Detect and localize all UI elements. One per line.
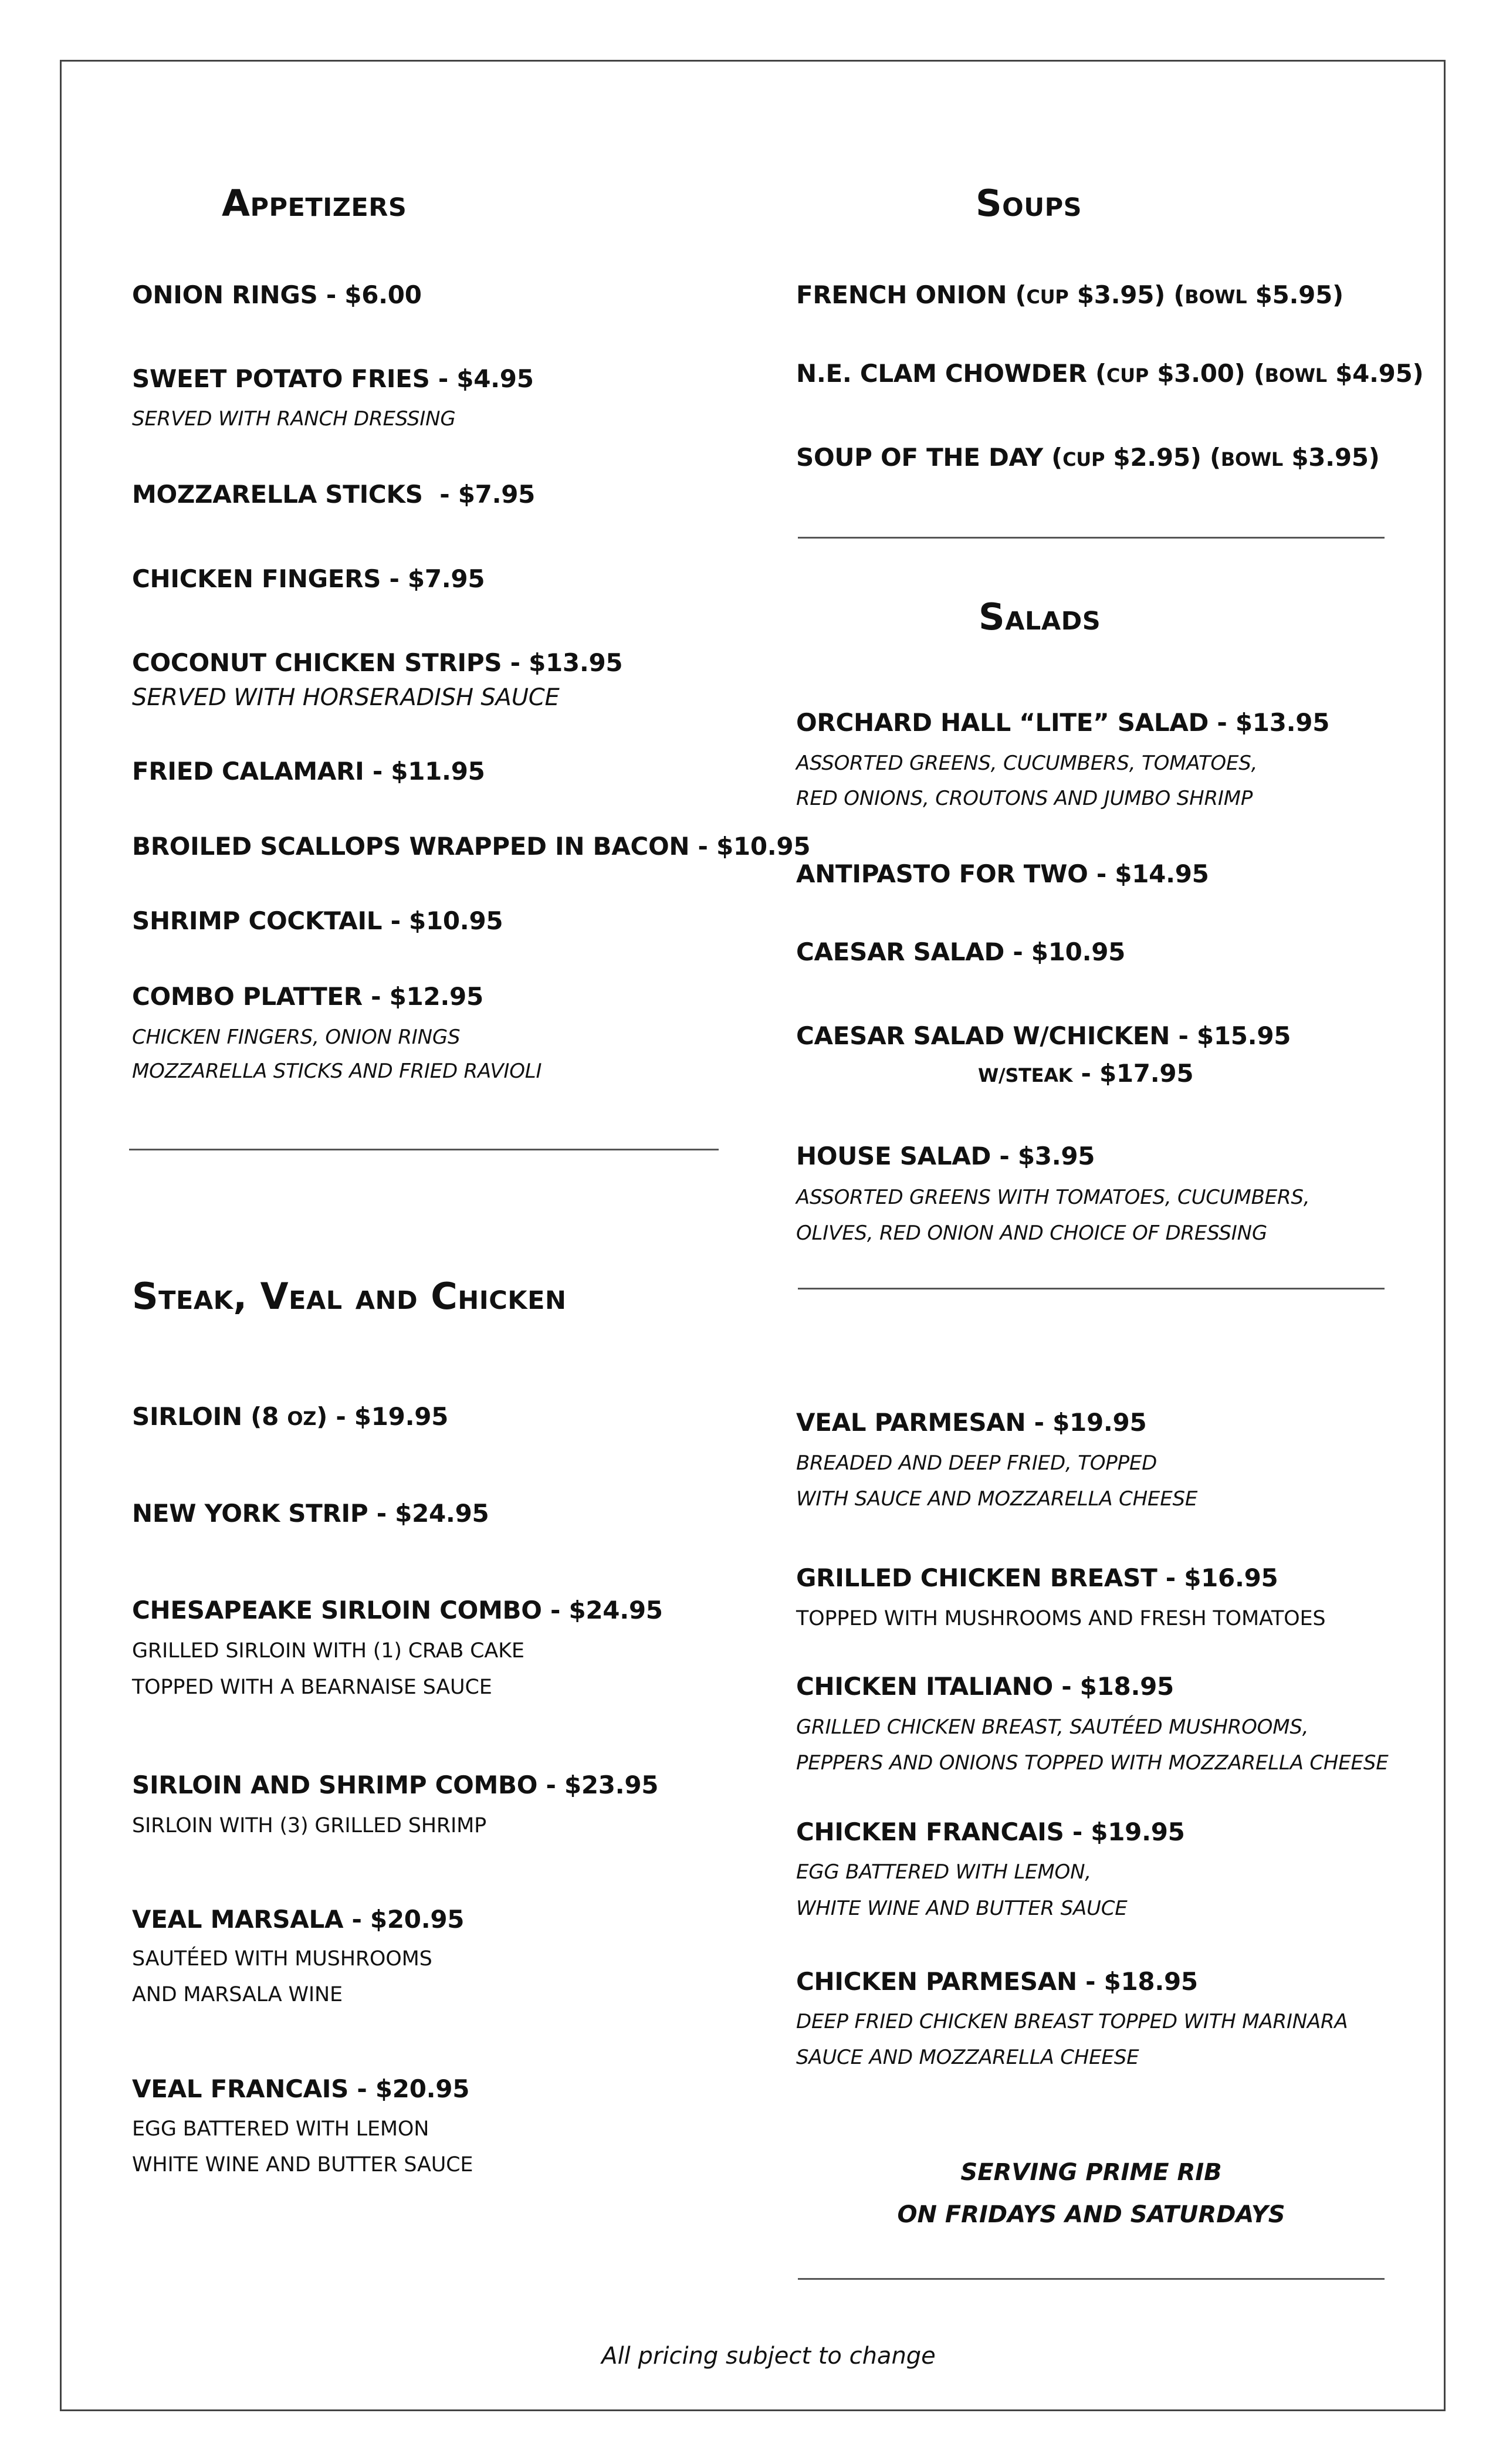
entree-sirloin-oz-label: OZ [287,1407,317,1430]
entree-veal-parmesan-desc-1: BREADED AND DEEP FRIED, TOPPED [796,1451,1157,1475]
entree-veal-francais-desc-2: WHITE WINE AND BUTTER SAUCE [132,2153,473,2177]
steak-veal-chicken-heading-text: Steak, Veal and Chicken [132,1275,567,1318]
salad-orchard-hall-lite: ORCHARD HALL “LITE” SALAD - $13.95 [796,708,1330,737]
entree-chicken-francais-desc-2: WHITE WINE AND BUTTER SAUCE [796,1897,1128,1920]
soup-french-onion [796,280,1343,309]
soup-clam-chowder-name: N.E. CLAM CHOWDER ( [796,359,1106,388]
appetizer-chicken-fingers: CHICKEN FINGERS - $7.95 [132,564,485,593]
appetizer-sweet-potato-fries-desc: SERVED WITH RANCH DRESSING [132,407,456,431]
salad-orchard-hall-lite-desc-2: RED ONIONS, CROUTONS AND JUMBO SHRIMP [796,787,1253,810]
entree-chesapeake-sirloin-combo: CHESAPEAKE SIRLOIN COMBO - $24.95 [132,1596,663,1624]
appetizer-combo-platter: COMBO PLATTER - $12.95 [132,982,483,1011]
entree-chesapeake-desc-2: TOPPED WITH A BEARNAISE SAUCE [132,1676,492,1699]
entree-chicken-italiano: CHICKEN ITALIANO - $18.95 [796,1672,1174,1701]
soups-heading [976,182,1082,225]
salads-heading [979,595,1101,638]
soup-clam-chowder-cup-label: CUP [1106,364,1149,387]
soups-heading-text: Soups [976,182,1082,225]
entree-new-york-strip: NEW YORK STRIP - $24.95 [132,1499,489,1528]
entree-veal-marsala-desc-2: AND MARSALA WINE [132,1983,343,2006]
prime-rib-note-line2: ON FRIDAYS AND SATURDAYS [897,2201,1285,2228]
steak-veal-chicken-heading [132,1275,567,1318]
soups-divider [798,537,1385,539]
entree-veal-francais: VEAL FRANCAIS - $20.95 [132,2074,470,2103]
entree-sirloin-name: SIRLOIN (8 [132,1402,287,1431]
soup-clam-chowder [796,359,1423,388]
appetizer-broiled-scallops: BROILED SCALLOPS WRAPPED IN BACON - $10.95 [132,832,811,861]
appetizers-divider [129,1149,719,1150]
entree-chicken-italiano-desc-2: PEPPERS AND ONIONS TOPPED WITH MOZZARELLA CHEESE [796,1751,1389,1775]
entree-sirloin-shrimp-combo: SIRLOIN AND SHRIMP COMBO - $23.95 [132,1771,659,1799]
appetizer-mozzarella-sticks: MOZZARELLA STICKS - $7.95 [132,480,536,509]
entree-chicken-francais: CHICKEN FRANCAIS - $19.95 [796,1817,1185,1846]
salad-caesar-steak [978,1059,1193,1088]
appetizer-shrimp-cocktail: SHRIMP COCKTAIL - $10.95 [132,906,503,935]
pricing-disclaimer: All pricing subject to change [601,2343,936,2370]
soup-french-onion-name: FRENCH ONION ( [796,280,1027,309]
entree-sirloin-price: ) - $19.95 [316,1402,449,1431]
appetizer-fried-calamari: FRIED CALAMARI - $11.95 [132,757,485,786]
soup-french-onion-bowl-label: BOWL [1184,286,1247,308]
entree-grilled-chicken-breast: GRILLED CHICKEN BREAST - $16.95 [796,1563,1278,1592]
soup-of-the-day-cup-label: CUP [1062,448,1105,471]
soup-french-onion-cup-label: CUP [1026,286,1069,308]
salad-antipasto-for-two: ANTIPASTO FOR TWO - $14.95 [796,859,1209,888]
entree-chicken-parmesan: CHICKEN PARMESAN - $18.95 [796,1967,1198,1996]
appetizer-combo-platter-desc-2: MOZZARELLA STICKS AND FRIED RAVIOLI [132,1060,542,1083]
soup-clam-chowder-cup-price: $3.00) ( [1148,359,1265,388]
salads-divider [798,1288,1385,1289]
salad-house-desc-1: ASSORTED GREENS WITH TOMATOES, CUCUMBERS, [796,1186,1310,1209]
appetizers-heading [222,182,407,225]
entree-veal-marsala-desc-1: SAUTÉED WITH MUSHROOMS [132,1947,432,1971]
entree-veal-parmesan-desc-2: WITH SAUCE AND MOZZARELLA CHEESE [796,1487,1198,1511]
salad-caesar-steak-price: - $17.95 [1072,1059,1194,1088]
appetizer-coconut-chicken-strips: COCONUT CHICKEN STRIPS - $13.95 [132,648,623,677]
entree-chicken-italiano-desc-1: GRILLED CHICKEN BREAST, SAUTÉED MUSHROOMS, [796,1715,1309,1739]
salads-heading-text: Salads [979,595,1101,638]
appetizer-coconut-chicken-strips-desc: SERVED WITH HORSERADISH SAUCE [132,684,560,711]
soup-french-onion-bowl-price: $5.95) [1247,280,1343,309]
entree-grilled-chicken-breast-desc: TOPPED WITH MUSHROOMS AND FRESH TOMATOES [796,1607,1326,1630]
appetizer-sweet-potato-fries: SWEET POTATO FRIES - $4.95 [132,364,534,393]
entree-veal-marsala: VEAL MARSALA - $20.95 [132,1905,465,1934]
appetizer-onion-rings: ONION RINGS - $6.00 [132,280,422,309]
entree-veal-parmesan: VEAL PARMESAN - $19.95 [796,1408,1147,1437]
prime-rib-divider [798,2278,1385,2280]
salad-orchard-hall-lite-desc-1: ASSORTED GREENS, CUCUMBERS, TOMATOES, [796,752,1258,775]
appetizers-heading-text: Appetizers [222,182,407,225]
soup-clam-chowder-bowl-price: $4.95) [1326,359,1424,388]
salad-caesar-steak-label: W/STEAK [978,1064,1073,1087]
soup-of-the-day-bowl-label: BOWL [1220,448,1283,471]
entree-sirloin [132,1402,448,1431]
salad-caesar-chicken: CAESAR SALAD W/CHICKEN - $15.95 [796,1021,1291,1050]
soup-of-the-day-cup-price: $2.95) ( [1105,443,1221,472]
entree-chicken-francais-desc-1: EGG BATTERED WITH LEMON, [796,1860,1091,1884]
entree-sirloin-shrimp-desc: SIRLOIN WITH (3) GRILLED SHRIMP [132,1814,486,1837]
appetizer-combo-platter-desc-1: CHICKEN FINGERS, ONION RINGS [132,1025,461,1049]
entree-chicken-parmesan-desc-2: SAUCE AND MOZZARELLA CHEESE [796,2046,1139,2069]
salad-house-desc-2: OLIVES, RED ONION AND CHOICE OF DRESSING [796,1221,1267,1245]
entree-chesapeake-desc-1: GRILLED SIRLOIN WITH (1) CRAB CAKE [132,1639,524,1663]
soup-clam-chowder-bowl-label: BOWL [1264,364,1327,387]
soup-of-the-day-bowl-price: $3.95) [1283,443,1380,472]
entree-chicken-parmesan-desc-1: DEEP FRIED CHICKEN BREAST TOPPED WITH MARINARA [796,2010,1348,2033]
salad-house: HOUSE SALAD - $3.95 [796,1142,1095,1170]
prime-rib-note-line1: SERVING PRIME RIB [960,2159,1222,2186]
entree-veal-francais-desc-1: EGG BATTERED WITH LEMON [132,2117,429,2141]
soup-of-the-day [796,443,1380,472]
soup-of-the-day-name: SOUP OF THE DAY ( [796,443,1063,472]
soup-french-onion-cup-price: $3.95) ( [1068,280,1185,309]
salad-caesar: CAESAR SALAD - $10.95 [796,937,1126,966]
